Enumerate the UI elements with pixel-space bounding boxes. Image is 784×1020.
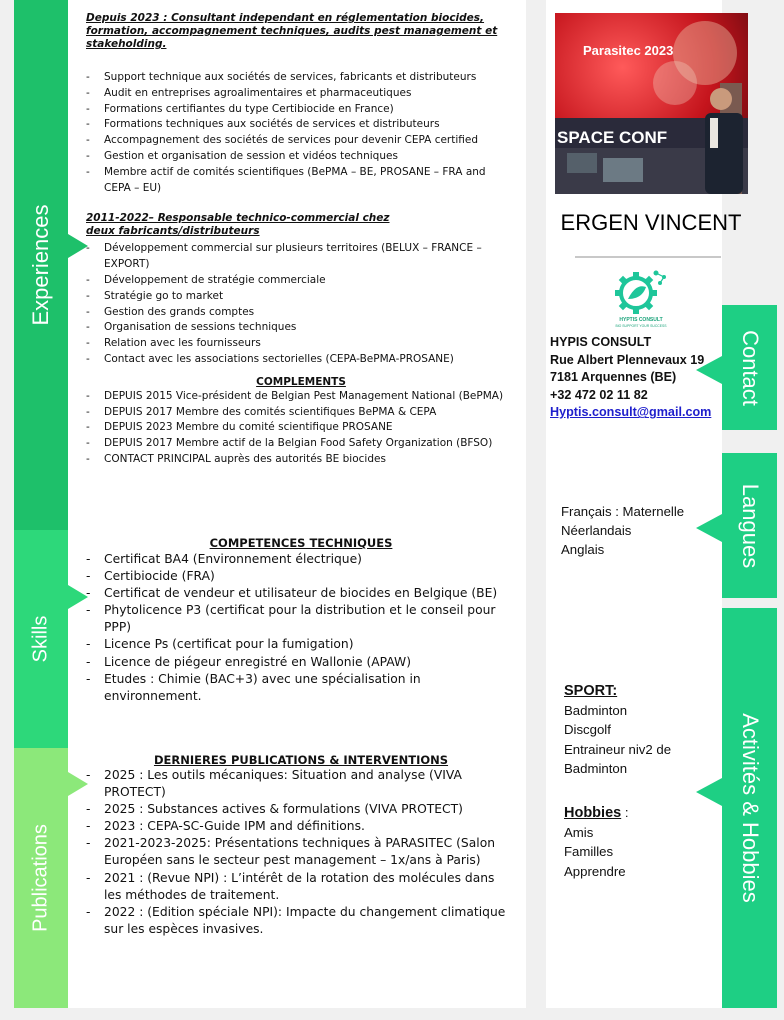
contact-tab [722,305,777,430]
languages-block [561,502,684,559]
list-item: - Développement commercial sur plusieurs territoires (BELUX – FRANCE – EXPORT) [86,241,504,273]
logo-text: HYPTIS CONSULT [619,317,663,323]
list-item: - CONTACT PRINCIPAL auprès des autorités BE biocides [86,452,516,468]
list-item: - 2025 : Substances actives & formulations (VIVA PROTECT) [86,801,516,818]
list-item: - Gestion et organisation de session et vidéos techniques [86,149,516,165]
publications-tab-pointer [68,772,88,796]
gear-leaf-icon [612,265,670,329]
photo-banner-1: Parasitec 2023 [583,43,674,58]
job1-list [86,70,516,196]
list-item: - Certificat BA4 (Environnement électrique) [86,551,516,568]
experiences-section [86,12,516,468]
list-item: - Formations certifiantes du type Certibiocide en France) [86,102,516,118]
experiences-tab [14,0,68,530]
list-item: - Stratégie go to market [86,289,516,305]
list-item: - Développement de stratégie commerciale [86,273,516,289]
hobbies-heading-suffix: : [621,805,629,821]
company-name: HYPIS CONSULT [550,335,652,349]
experiences-tab-pointer [68,234,88,258]
company-logo [612,265,670,329]
sport-item: Badminton [564,760,628,776]
activities-block [564,682,671,881]
activites-tab-label: Activités & Hobbies [737,713,763,903]
job1-heading: Depuis 2023 : Consultant independant en réglementation biocides, formation, accompagnement techniques, audits pest management et stakeholding. [86,12,498,50]
list-item: - Etudes : Chimie (BAC+3) avec une spécialisation in environnement. [86,671,516,705]
list-item: - Accompagnement des sociétés de services pour devenir CEPA certified [86,133,516,149]
hobby-item: Familles [564,844,614,860]
skills-list [86,551,516,705]
contact-tab-label: Contact [737,329,763,406]
phone-number: +32 472 02 11 82 [550,387,648,402]
logo-subtext: BIO SUPPORT YOUR SUCCESS [615,324,667,328]
experiences-tab-label: Experiences [28,204,53,326]
sport-item: Entraineur niv2 de [564,741,672,757]
list-item: - Phytolicence P3 (certificat pour la distribution et le conseil pour PPP) [86,602,516,636]
list-item: - DEPUIS 2015 Vice-président de Belgian Pest Management National (BePMA) [86,389,516,405]
list-item: - Gestion des grands comptes [86,305,516,321]
contact-block [550,334,711,422]
complements-heading: COMPLEMENTS [256,375,346,388]
publications-section [86,753,516,938]
profile-photo-image [555,13,748,194]
hobby-item: Apprendre [564,863,626,879]
skills-tab-label: Skills [29,615,52,663]
list-item: - Formations techniques aux sociétés de services et distributeurs [86,117,516,133]
list-item: - 2023 : CEPA-SC-Guide IPM and définitions. [86,818,516,835]
list-item: - Licence de piégeur enregistré en Wallonie (APAW) [86,654,516,671]
skills-section [86,536,516,705]
street-address: Rue Albert Plennevaux 19 [550,352,705,367]
sport-item: Discgolf [564,722,611,738]
language-item: Anglais [561,542,605,557]
job2-heading: 2011-2022– Responsable technico-commercial chez deux fabricants/distributeurs [86,212,390,238]
list-item: - DEPUIS 2023 Membre du comité scientifique PROSANE [86,420,516,436]
divider [575,256,721,258]
list-item: - 2025 : Les outils mécaniques: Situation and analyse (VIVA PROTECT) [86,767,516,801]
hobbies-heading: Hobbies [564,805,622,822]
list-item: - Licence Ps (certificat pour la fumigation) [86,636,516,653]
list-item: - DEPUIS 2017 Membre des comités scientifiques BePMA & CEPA [86,405,516,421]
list-item: - Membre actif de comités scientifiques (BePMA – BE, PROSANE – FRA and CEPA – EU) [86,165,504,197]
sport-item: Badminton [564,703,628,719]
sport-heading: SPORT: [564,683,618,699]
langues-tab [722,453,777,598]
skills-tab-pointer [68,585,88,609]
city-address: 7181 Arquennes (BE) [550,370,677,385]
publications-heading: DERNIERES PUBLICATIONS & INTERVENTIONS [153,753,449,767]
list-item: - Certibiocide (FRA) [86,568,516,585]
langues-tab-pointer [696,514,722,542]
skills-tab [14,530,68,748]
profile-photo [555,13,748,194]
list-item: - 2021-2023-2025: Présentations techniques à PARASITEC (Salon Européen sans le secteur pest management – 1x/ans à Paris) [86,835,509,869]
list-item: - 2021 : (Revue NPI) : L’intérêt de la rotation des molécules dans les méthodes de traitement. [86,870,509,904]
profile-name: ERGEN VINCENT [560,210,742,235]
publications-tab [14,748,68,1008]
hobby-item: Amis [564,825,594,841]
list-item: - Support technique aux sociétés de services, fabricants et distributeurs [86,70,516,86]
list-item: - Contact avec les associations sectorielles (CEPA-BePMA-PROSANE) [86,352,516,368]
complements-list [86,389,516,468]
list-item: - DEPUIS 2017 Membre actif de la Belgian Food Safety Organization (BFSO) [86,436,516,452]
publications-tab-label: Publications [29,824,52,932]
photo-banner-2: SPACE CONF [557,128,668,147]
activites-tab [722,608,777,1008]
list-item: - Certificat de vendeur et utilisateur de biocides en Belgique (BE) [86,585,516,602]
language-item: Néerlandais [561,523,632,538]
list-item: - Relation avec les fournisseurs [86,336,516,352]
job2-list [86,241,516,367]
email-link[interactable]: Hyptis.consult@gmail.com [550,405,712,420]
activites-tab-pointer [696,778,722,806]
language-item: Français : Maternelle [561,504,685,519]
list-item: - Organisation de sessions techniques [86,320,516,336]
skills-heading: COMPETENCES TECHNIQUES [209,536,393,550]
list-item: - Audit en entreprises agroalimentaires et pharmaceutiques [86,86,516,102]
langues-tab-label: Langues [737,483,763,568]
list-item: - 2022 : (Edition spéciale NPI): Impacte du changement climatique sur les espèces invasives. [86,904,514,938]
publications-list [86,767,516,938]
